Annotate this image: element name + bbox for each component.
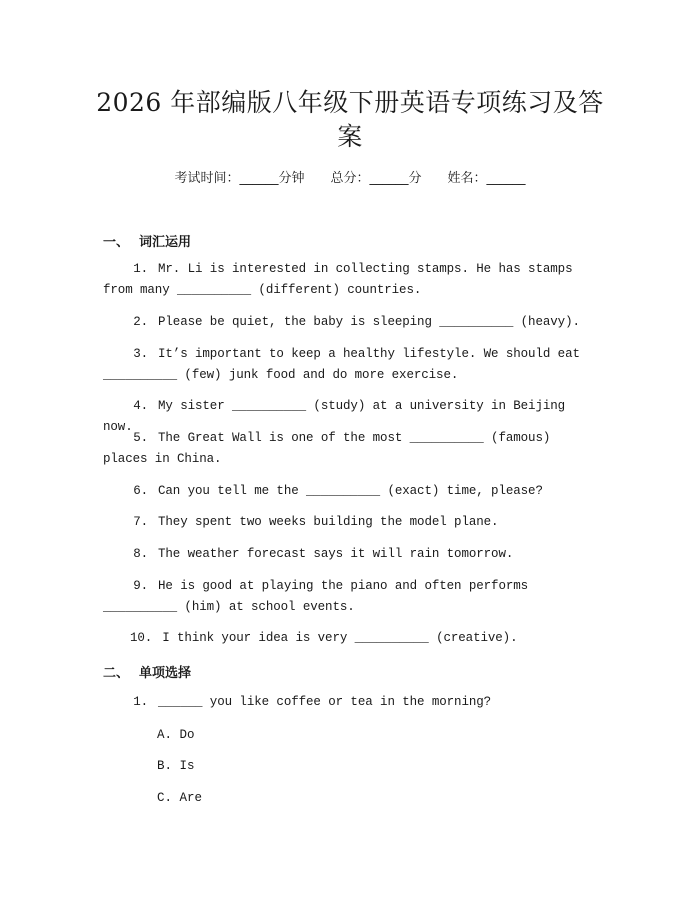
exam-time-label: 考试时间：______分钟 [174, 171, 305, 186]
option-c: C. Are [157, 791, 203, 805]
question-text: The Great Wall is one of the most __________ (famous) places in China. [103, 431, 551, 466]
question-1-7 [103, 512, 593, 533]
question-number: 3. [133, 347, 148, 361]
question-text: It’s important to keep a healthy lifestyle. We should eat __________ (few) junk food and do more exercise. [103, 347, 580, 382]
question-text: Mr. Li is interested in collecting stamps. He has stamps from many __________ (different) countries. [103, 262, 573, 297]
question-text: My sister __________ (study) at a university in Beijing now. [103, 399, 566, 434]
document-title-line1: 2026 年部编版八年级下册英语专项练习及答 [96, 88, 604, 117]
question-text: They spent two weeks building the model plane. [158, 515, 499, 529]
question-1-2 [103, 312, 593, 333]
question-text: The weather forecast says it will rain tomorrow. [158, 547, 514, 561]
question-1-8 [103, 544, 593, 565]
question-number: 5. [133, 431, 148, 445]
document-title-line2: 案 [337, 122, 363, 151]
question-number: 10. [130, 631, 153, 645]
question-2-1 [103, 692, 593, 713]
question-1-3 [103, 344, 593, 386]
question-number: 2. [133, 315, 148, 329]
option-b: B. Is [157, 759, 195, 773]
question-text: ______ you like coffee or tea in the morning? [158, 695, 492, 709]
question-number: 7. [133, 515, 148, 529]
option-a: A. Do [157, 728, 195, 742]
exam-meta-line [0, 167, 700, 186]
question-1-9 [103, 576, 593, 618]
question-number: 8. [133, 547, 148, 561]
section-number: 一、 [103, 235, 130, 250]
section-title: 词汇运用 [139, 235, 192, 250]
question-1-10 [103, 628, 593, 649]
question-number: 6. [133, 484, 148, 498]
question-1-5 [103, 428, 593, 470]
exam-score-label: 总分：______分 [330, 171, 422, 186]
section-title: 单项选择 [139, 666, 192, 681]
exam-name-label: 姓名：______ [447, 171, 526, 186]
section-number: 二、 [103, 666, 130, 681]
question-number: 4. [133, 399, 148, 413]
question-1-6 [103, 481, 593, 502]
question-text: I think your idea is very __________ (creative). [162, 631, 518, 645]
section-heading-multiple-choice [103, 662, 191, 681]
question-number: 9. [133, 579, 148, 593]
question-text: Can you tell me the __________ (exact) time, please? [158, 484, 543, 498]
question-number: 1. [133, 262, 148, 276]
question-text: Please be quiet, the baby is sleeping __________ (heavy). [158, 315, 580, 329]
question-text: He is good at playing the piano and often performs __________ (him) at school events. [103, 579, 529, 614]
question-number: 1. [133, 695, 148, 709]
section-heading-vocabulary [103, 231, 191, 250]
question-1-1 [103, 259, 593, 301]
